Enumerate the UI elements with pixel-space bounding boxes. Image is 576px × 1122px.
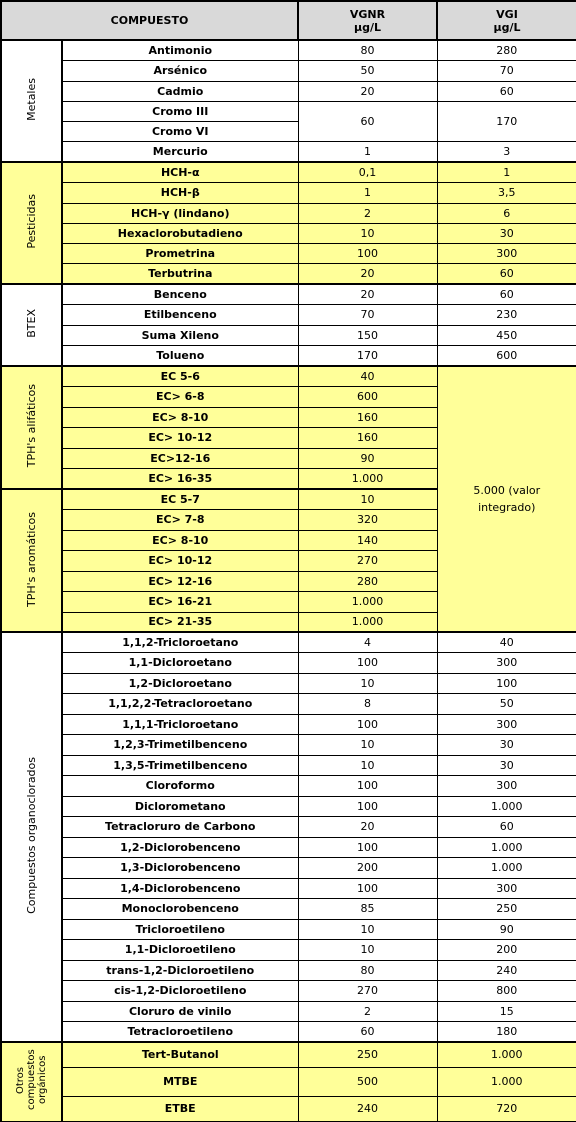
table-row: Terbutrina 20 60 bbox=[1, 263, 576, 284]
group-metales: Metales bbox=[1, 40, 62, 162]
table-row: Compuestos organoclorados 1,1,2-Tricloroetano 4 40 bbox=[1, 632, 576, 652]
organoclorados-body bbox=[1, 632, 576, 1042]
table-row: 1,2-Dicloroetano 10 100 bbox=[1, 673, 576, 693]
table-row: 1,3,5-Trimetilbenceno 10 30 bbox=[1, 755, 576, 775]
table-row: Mercurio 1 3 bbox=[1, 141, 576, 162]
table-body bbox=[1, 40, 576, 632]
group-tph-alifaticos: TPH's alifáticos bbox=[1, 366, 62, 489]
table-row: Etilbenceno 70 230 bbox=[1, 304, 576, 325]
table-row: 1,2,3-Trimetilbenceno 10 30 bbox=[1, 734, 576, 755]
table-row: EC> 12-16 280 bbox=[1, 571, 576, 591]
group-btex: BTEX bbox=[1, 284, 62, 366]
table-row: EC> 10-12 270 bbox=[1, 550, 576, 571]
table-row: EC> 6-8 600 bbox=[1, 386, 576, 407]
table-row: Cadmio 20 60 bbox=[1, 81, 576, 101]
table-row: EC> 16-21 1.000 bbox=[1, 591, 576, 612]
table-row: Tolueno 170 600 bbox=[1, 345, 576, 366]
table-row: Otros compuestos orgánicos Tert-Butanol 250 1.000 bbox=[1, 1042, 576, 1067]
otros-body bbox=[1, 1042, 576, 1121]
header-compuesto: COMPUESTO bbox=[1, 1, 298, 40]
table-row: Tricloroetileno 10 90 bbox=[1, 919, 576, 939]
table-row: HCH-β 1 3,5 bbox=[1, 182, 576, 203]
table-row: EC> 7-8 320 bbox=[1, 509, 576, 530]
table-row: 1,1,1-Tricloroetano 100 300 bbox=[1, 714, 576, 734]
table-row: EC> 21-35 1.000 bbox=[1, 612, 576, 632]
table-row: Pesticidas HCH-α 0,1 1 bbox=[1, 162, 576, 182]
group-organoclorados: Compuestos organoclorados bbox=[1, 632, 62, 1042]
table-row: EC> 10-12 160 bbox=[1, 427, 576, 448]
group-otros: Otros compuestos orgánicos bbox=[1, 1042, 62, 1121]
table-row: 1,3-Diclorobenceno 200 1.000 bbox=[1, 857, 576, 878]
table-row: Cromo III 60 170 bbox=[1, 101, 576, 121]
table-row: HCH-γ (lindano) 2 6 bbox=[1, 203, 576, 223]
table-row: Hexaclorobutadieno 10 30 bbox=[1, 223, 576, 243]
table-row: cis-1,2-Dicloroetileno 270 800 bbox=[1, 980, 576, 1001]
table-row: 1,2-Diclorobenceno 100 1.000 bbox=[1, 837, 576, 857]
table-row: Tetracloroetileno 60 180 bbox=[1, 1021, 576, 1042]
table-row: Cloroformo 100 300 bbox=[1, 775, 576, 796]
table-row: BTEX Benceno 20 60 bbox=[1, 284, 576, 304]
table-row: EC> 8-10 140 bbox=[1, 530, 576, 550]
table-row: TPH's aromáticos EC 5-7 10 bbox=[1, 489, 576, 509]
header-vgnr: VGNR µg/L bbox=[298, 1, 437, 40]
table-row: 1,4-Diclorobenceno 100 300 bbox=[1, 878, 576, 898]
table-row: trans-1,2-Dicloroetileno 80 240 bbox=[1, 960, 576, 980]
table-row: EC> 16-35 1.000 bbox=[1, 468, 576, 489]
group-tph-aromaticos: TPH's aromáticos bbox=[1, 489, 62, 632]
table-row: ETBE 240 720 bbox=[1, 1096, 576, 1121]
tph-vgi-merged: 5.000 (valor integrado) bbox=[437, 366, 576, 632]
header-vgi: VGI µg/L bbox=[437, 1, 576, 40]
table-row: Metales Antimonio 80 280 bbox=[1, 40, 576, 60]
table-row: Monoclorobenceno 85 250 bbox=[1, 898, 576, 919]
table-row: EC>12-16 90 bbox=[1, 448, 576, 468]
table-row: Tetracloruro de Carbono 20 60 bbox=[1, 816, 576, 837]
table-row: TPH's alifáticos EC 5-6 40 5.000 (valor integrado) bbox=[1, 366, 576, 386]
group-pesticidas: Pesticidas bbox=[1, 162, 62, 284]
table-row: 1,1-Dicloroetano 100 300 bbox=[1, 652, 576, 673]
table-row: Cloruro de vinilo 2 15 bbox=[1, 1001, 576, 1021]
table-row: EC> 8-10 160 bbox=[1, 407, 576, 427]
table-row: Suma Xileno 150 450 bbox=[1, 325, 576, 345]
table-row: Prometrina 100 300 bbox=[1, 243, 576, 263]
table-row: Cromo VI bbox=[1, 121, 576, 141]
table-row: 1,1,2,2-Tetracloroetano 8 50 bbox=[1, 693, 576, 714]
table-row: MTBE 500 1.000 bbox=[1, 1067, 576, 1096]
table-row: Diclorometano 100 1.000 bbox=[1, 796, 576, 816]
table-row: 1,1-Dicloroetileno 10 200 bbox=[1, 939, 576, 960]
table-row: Arsénico 50 70 bbox=[1, 60, 576, 81]
